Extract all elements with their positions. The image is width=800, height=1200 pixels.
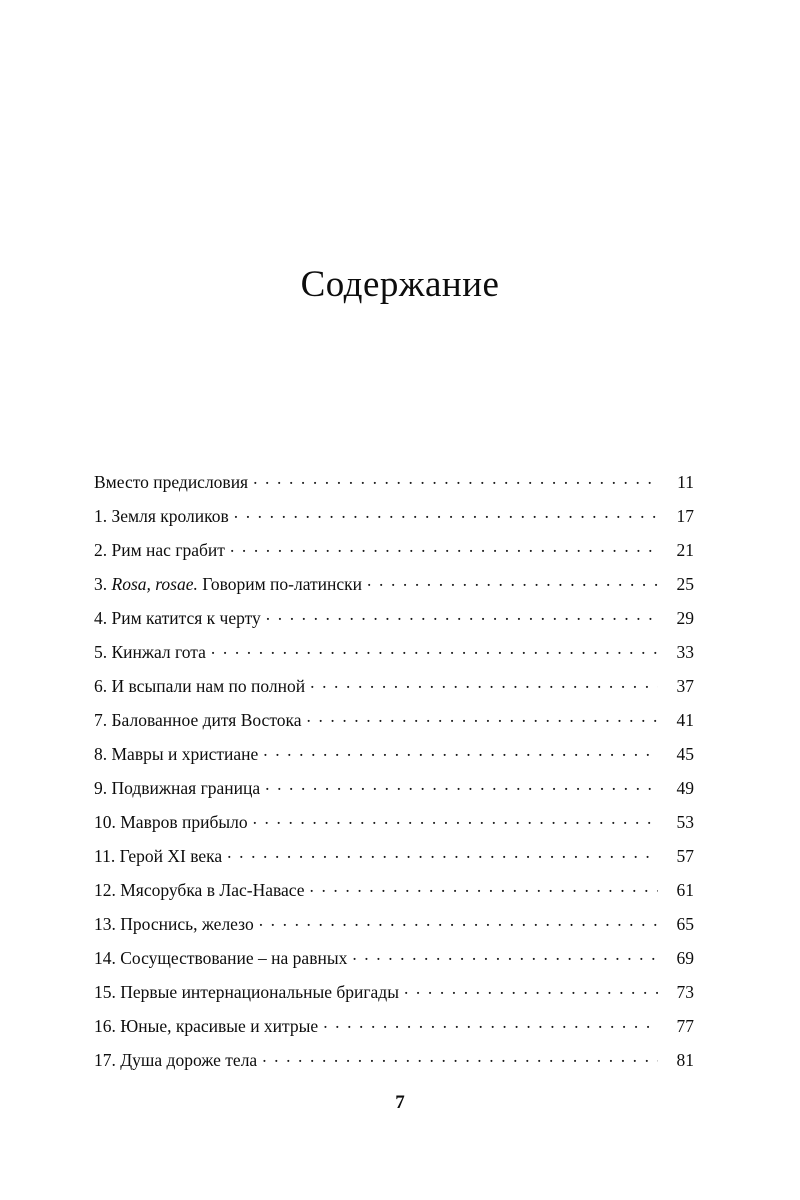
toc-entry-label: 7. Балованное дитя Востока [94, 709, 302, 730]
toc-entry[interactable] [94, 878, 694, 912]
toc-leader-dots [266, 606, 658, 624]
page-title: Содержание [300, 263, 500, 305]
toc-entry[interactable] [94, 980, 694, 1014]
toc-entry-label: 5. Кинжал гота [94, 641, 206, 662]
toc-entry-page: 37 [676, 675, 694, 696]
toc-entry[interactable] [94, 742, 694, 776]
toc-entry-page: 21 [676, 539, 694, 560]
toc-entry-label: 10. Мавров прибыло [94, 811, 248, 832]
toc-entry[interactable] [94, 844, 694, 878]
toc-leader-dots [230, 538, 658, 556]
toc-entry-page: 17 [676, 505, 694, 526]
toc-entry-label: 1. Земля кроликов [94, 505, 229, 526]
toc-entry-label: 6. И всыпали нам по полной [94, 675, 306, 696]
toc-entry-page: 25 [676, 573, 694, 594]
toc-entry[interactable] [94, 470, 694, 504]
toc-leader-dots [352, 946, 658, 964]
toc-entry-label [94, 573, 365, 594]
toc-entry-page: 69 [676, 947, 694, 968]
toc-leader-dots [234, 504, 658, 522]
toc-entry-page: 53 [676, 811, 694, 832]
toc-entry[interactable] [94, 674, 694, 708]
toc-entry[interactable] [94, 1048, 694, 1082]
toc-leader-dots [310, 674, 658, 692]
toc-entry[interactable] [94, 504, 694, 538]
toc-entry-label: 14. Сосуществование – на равных [94, 947, 348, 968]
toc-entry-label: 4. Рим катится к черту [94, 607, 261, 628]
toc-leader-dots [310, 878, 658, 896]
toc-entry[interactable] [94, 572, 694, 606]
toc-leader-dots [307, 708, 659, 726]
toc-entry[interactable] [94, 1014, 694, 1048]
toc-entry-label: 9. Подвижная граница [94, 777, 261, 798]
toc-entry[interactable] [94, 538, 694, 572]
toc-entry-page: 41 [676, 709, 694, 730]
toc-leader-dots [253, 470, 658, 488]
toc-entry-page: 81 [676, 1049, 694, 1070]
toc-entry-page: 57 [676, 845, 694, 866]
toc-entry-label: 2. Рим нас грабит [94, 539, 225, 560]
toc-entry[interactable] [94, 606, 694, 640]
toc-entry-page: 73 [676, 981, 694, 1002]
toc-entry-page: 49 [676, 777, 694, 798]
toc-leader-dots [265, 776, 658, 794]
toc-leader-dots [227, 844, 658, 862]
toc-leader-dots [211, 640, 658, 658]
toc-entry-label: 13. Проснись, железо [94, 913, 254, 934]
toc-entry-page: 77 [676, 1015, 694, 1036]
toc-entry-number: 3. [94, 573, 112, 594]
toc-entry-label: 8. Мавры и христиане [94, 743, 259, 764]
toc-entry[interactable] [94, 912, 694, 946]
toc-entry-page: 11 [677, 471, 694, 492]
toc-entry-label: 17. Душа дороже тела [94, 1049, 258, 1070]
toc-leader-dots [263, 742, 658, 760]
toc-entry-page: 33 [676, 641, 694, 662]
toc-leader-dots [323, 1014, 658, 1032]
toc-entry-latin-title: Rosa, rosae. [111, 573, 198, 594]
toc-entry-page: 29 [676, 607, 694, 628]
toc-entry-label: 15. Первые интернациональные бригады [94, 981, 399, 1002]
toc-entry[interactable] [94, 776, 694, 810]
toc-entry[interactable] [94, 946, 694, 980]
toc-leader-dots [259, 912, 658, 930]
toc-entry-label-rest: Говорим по-латински [197, 573, 363, 594]
toc-entry-label: Вместо предисловия [94, 471, 249, 492]
toc-leader-dots [367, 572, 658, 590]
page-number: 7 [395, 1092, 405, 1113]
toc-leader-dots [262, 1048, 658, 1066]
toc-entry[interactable] [94, 810, 694, 844]
toc-entry-page: 61 [676, 879, 694, 900]
toc-entry-page: 45 [676, 743, 694, 764]
toc-entry[interactable] [94, 708, 694, 742]
toc-entry-label: 11. Герой XI века [94, 845, 223, 866]
toc-leader-dots [404, 980, 658, 998]
toc-entry[interactable] [94, 640, 694, 674]
toc-leader-dots [253, 810, 658, 828]
table-of-contents [94, 470, 694, 1082]
toc-entry-page: 65 [676, 913, 694, 934]
toc-entry-label: 12. Мясорубка в Лас-Навасе [94, 879, 305, 900]
toc-entry-label: 16. Юные, красивые и хитрые [94, 1015, 319, 1036]
